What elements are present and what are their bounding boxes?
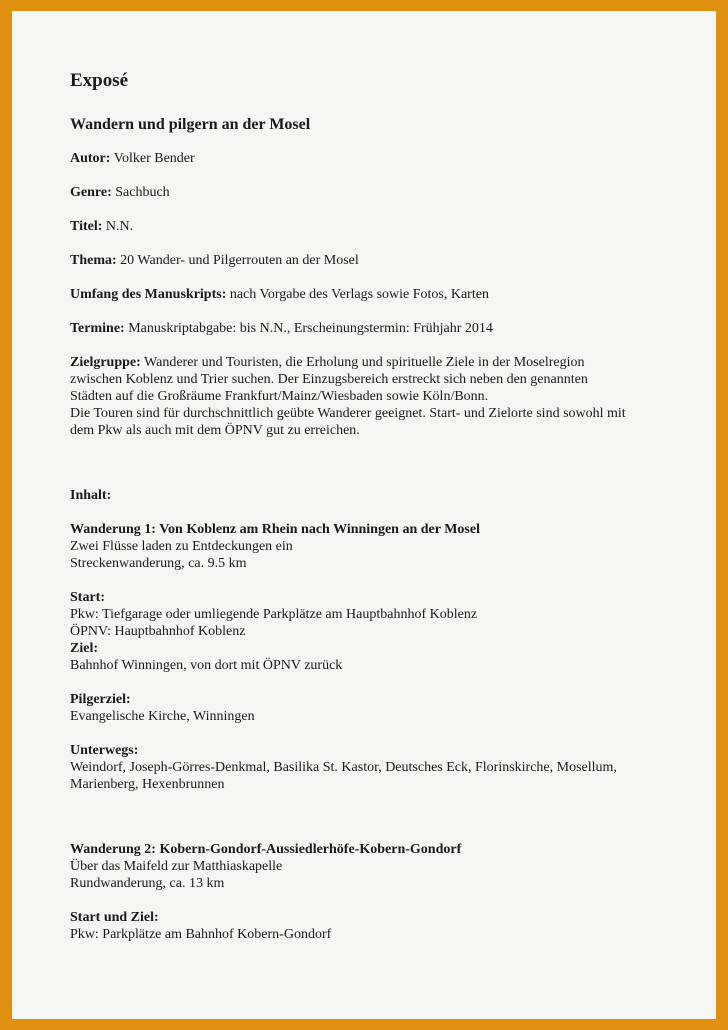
zielgruppe-block: [70, 354, 670, 439]
zielgruppe-text-5: dem Pkw als auch mit dem ÖPNV gut zu erreichen.: [70, 423, 360, 438]
titel-label: Titel:: [70, 219, 103, 234]
tour-2-start-label: Start und Ziel:: [70, 910, 159, 925]
termine-value: Manuskriptabgabe: bis N.N., Erscheinungstermin: Frühjahr 2014: [128, 321, 493, 336]
zielgruppe-text-4: Die Touren sind für durchschnittlich geübte Wanderer geeignet. Start- und Zielorte sind sowohl mit: [70, 406, 626, 421]
zielgruppe-line: [70, 354, 670, 371]
tour-1-pilger-value: Evangelische Kirche, Winningen: [70, 709, 255, 724]
thema-field: [70, 252, 670, 269]
tour-1-type: Streckenwanderung, ca. 9.5 km: [70, 556, 247, 571]
tour-1-start-oepnv: ÖPNV: Hauptbahnhof Koblenz: [70, 624, 246, 639]
titel-field: [70, 218, 670, 235]
tour-1-start-label: Start:: [70, 590, 105, 605]
zielgruppe-text-1: Wanderer und Touristen, die Erholung und spirituelle Ziele in der Moselregion: [144, 355, 585, 370]
termine-label: Termine:: [70, 321, 125, 336]
tour-1-ziel-value: Bahnhof Winningen, von dort mit ÖPNV zurück: [70, 658, 343, 673]
umfang-field: [70, 286, 670, 303]
umfang-label: Umfang des Manuskripts:: [70, 287, 227, 302]
zielgruppe-label: Zielgruppe:: [70, 355, 141, 370]
document-title: Exposé: [70, 70, 129, 91]
tour-1-unterwegs-2: Marienberg, Hexenbrunnen: [70, 777, 225, 792]
tour-1-unterwegs-1: Weindorf, Joseph-Görres-Denkmal, Basilika St. Kastor, Deutsches Eck, Florinskirche, Mosellum,: [70, 760, 617, 775]
tour-2: [70, 841, 670, 943]
thema-value: 20 Wander- und Pilgerrouten an der Mosel: [120, 253, 359, 268]
thema-label: Thema:: [70, 253, 117, 268]
titel-value: N.N.: [105, 219, 134, 234]
author-label: Autor:: [70, 151, 111, 166]
author-field: [70, 150, 670, 167]
tour-2-heading: Wanderung 2: Kobern-Gondorf-Aussiedlerhöfe-Kobern-Gondorf: [70, 842, 462, 857]
termine-field: [70, 320, 670, 337]
zielgruppe-text-2: zwischen Koblenz und Trier suchen. Der Einzugsbereich erstreckt sich neben den genannten: [70, 372, 588, 387]
zielgruppe-text-3: Städten auf die Großräume Frankfurt/Mainz/Wiesbaden sowie Köln/Bonn.: [70, 389, 489, 404]
tour-1-heading: Wanderung 1: Von Koblenz am Rhein nach Winningen an der Mosel: [70, 522, 480, 537]
tour-2-start-pkw: Pkw: Parkplätze am Bahnhof Kobern-Gondorf: [70, 927, 332, 942]
genre-value: Sachbuch: [115, 185, 170, 200]
tour-1-pilger-label: Pilgerziel:: [70, 692, 131, 707]
tour-1: [70, 521, 670, 793]
umfang-value: nach Vorgabe des Verlags sowie Fotos, Karten: [229, 287, 489, 302]
tour-1-start-pkw: Pkw: Tiefgarage oder umliegende Parkplätze am Hauptbahnhof Koblenz: [70, 607, 478, 622]
document-content: [70, 69, 670, 943]
genre-field: [70, 184, 670, 201]
author-value: Volker Bender: [113, 151, 195, 166]
tour-1-unterwegs-label: Unterwegs:: [70, 743, 139, 758]
tour-1-ziel-label: Ziel:: [70, 641, 98, 656]
tour-1-tagline: Zwei Flüsse laden zu Entdeckungen ein: [70, 539, 293, 554]
document-page: [12, 11, 716, 1019]
document-subtitle: Wandern und pilgern an der Mosel: [70, 116, 311, 133]
genre-label: Genre:: [70, 185, 112, 200]
tour-2-type: Rundwanderung, ca. 13 km: [70, 876, 225, 891]
inhalt-label: Inhalt:: [70, 488, 112, 503]
tour-2-tagline: Über das Maifeld zur Matthiaskapelle: [70, 859, 283, 874]
